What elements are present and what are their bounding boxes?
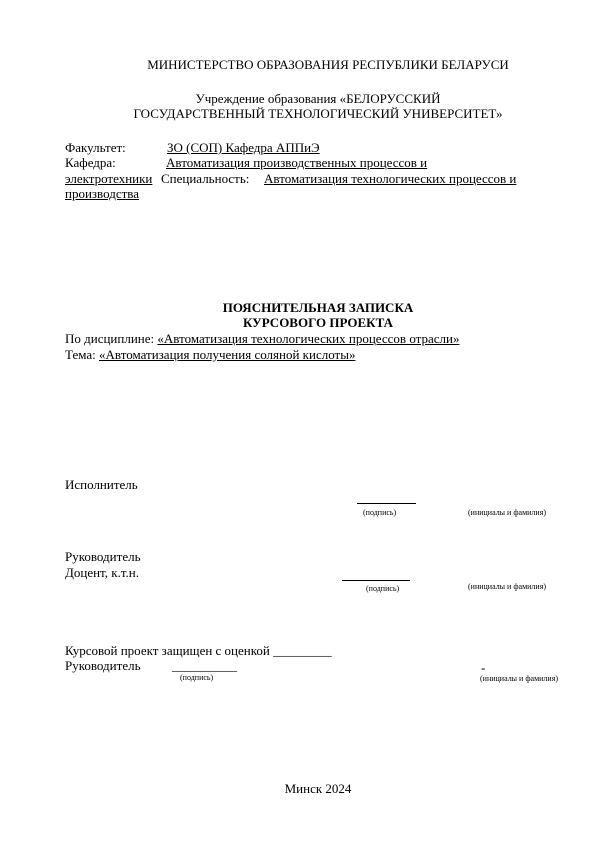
institution-line-1: Учреждение образования «БЕЛОРУССКИЙ: [195, 91, 441, 106]
supervisor-position: Доцент, к.т.н.: [65, 565, 139, 580]
faculty-label: Факультет:: [65, 140, 126, 155]
supervisor-signature-caption: (подпись): [366, 584, 400, 593]
specialty-label: Специальность:: [161, 171, 250, 186]
supervisor-label: Руководитель: [65, 549, 141, 564]
topic-label: Тема:: [65, 347, 96, 362]
executor-signature-line: [357, 503, 416, 504]
topic-value: «Автоматизация получения соляной кислоты»: [99, 347, 356, 362]
defense-supervisor-label: Руководитель: [65, 658, 141, 673]
department-value-part2: электротехники: [65, 171, 153, 186]
defense-dash: -: [481, 660, 486, 675]
faculty-value: ЗО (СОП) Кафедра АППиЭ: [167, 140, 320, 155]
executor-name-caption: (инициалы и фамилия): [468, 508, 547, 517]
discipline-label: По дисциплине:: [65, 331, 155, 346]
department-label: Кафедра:: [65, 155, 116, 170]
specialty-value-part1: Автоматизация технологических процессов и: [264, 171, 517, 186]
supervisor-signature-line: [342, 580, 410, 581]
executor-label: Исполнитель: [65, 477, 138, 492]
document-title-line-2: КУРСОВОГО ПРОЕКТА: [243, 315, 393, 330]
defense-text: Курсовой проект защищен с оценкой _________: [65, 643, 332, 658]
document-title-line-1: ПОЯСНИТЕЛЬНАЯ ЗАПИСКА: [222, 300, 414, 315]
executor-signature-caption: (подпись): [363, 508, 397, 517]
supervisor-name-caption: (инициалы и фамилия): [468, 582, 547, 591]
institution-line-2: ГОСУДАРСТВЕННЫЙ ТЕХНОЛОГИЧЕСКИЙ УНИВЕРСИТЕТ»: [133, 106, 503, 121]
specialty-value-part2: производства: [65, 186, 140, 201]
defense-signature-caption: (подпись): [180, 673, 214, 682]
defense-name-caption: (инициалы и фамилия): [480, 674, 559, 683]
department-value-part1: Автоматизация производственных процессов и: [166, 155, 428, 170]
discipline-value: «Автоматизация технологических процессов отрасли»: [157, 331, 460, 346]
city-year: Минск 2024: [284, 781, 352, 796]
defense-signature-blank: __________: [172, 658, 237, 673]
ministry-heading: МИНИСТЕРСТВО ОБРАЗОВАНИЯ РЕСПУБЛИКИ БЕЛАРУСИ: [147, 57, 509, 72]
